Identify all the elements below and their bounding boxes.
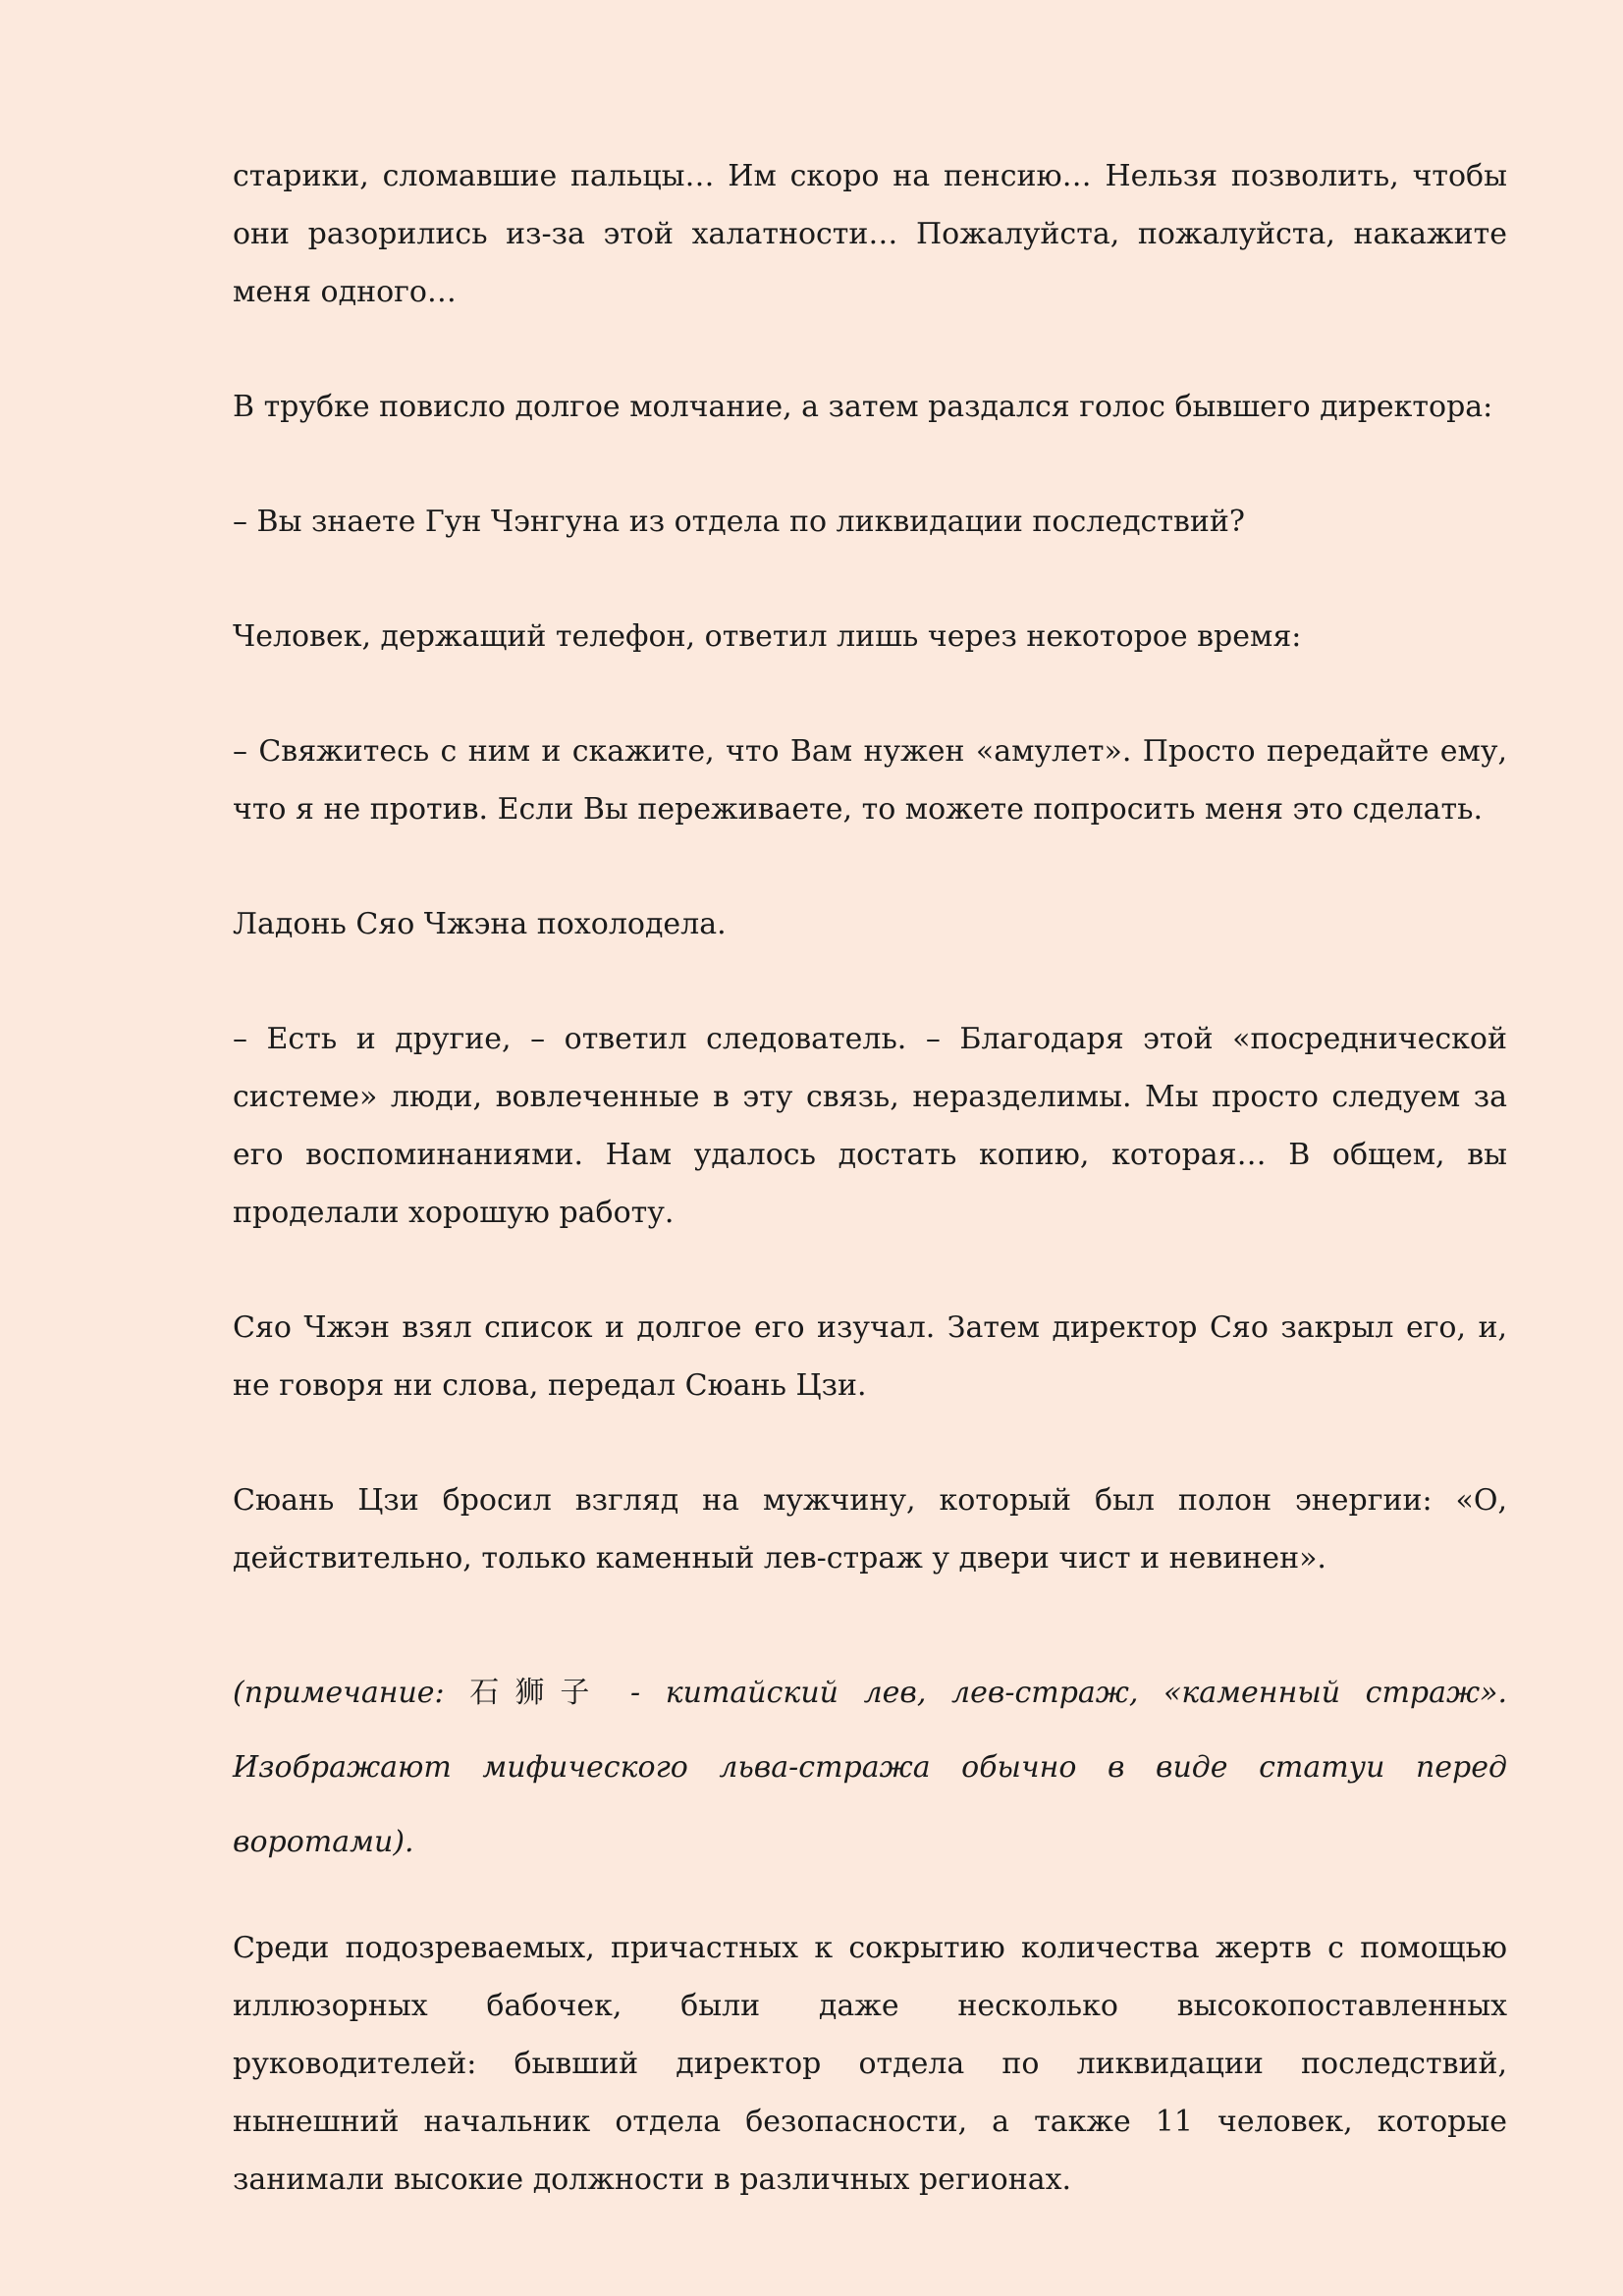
paragraph-8: Сяо Чжэн взял список и долгое его изучал. Затем директор Сяо закрыл его, и, не говоря ни слова, передал Сюань Цзи. <box>233 1310 1507 1403</box>
paragraph-1: старики, сломавшие пальцы… Им скоро на пенсию… Нельзя позволить, чтобы они разорились из-за этой халатности… Пожалуйста, пожалуйста, накажите меня одного… <box>233 159 1507 309</box>
paragraph-final: Среди подозреваемых, причастных к сокрытию количества жертв с помощью иллюзорных бабочек, были даже несколько высокопоставленных руководителей: бывший директор отдела по ликвидации последствий, нынешний начальник отдела безопасности, а также 11 человек, которые занимали высокие должности в различных регионах. <box>233 1931 1507 2197</box>
paragraph-4: Человек, держащий телефон, ответил лишь через некоторое время: <box>233 619 1302 654</box>
paragraph-9: Сюань Цзи бросил взгляд на мужчину, который был полон энергии: «О, действительно, только каменный лев-страж у двери чист и невинен». <box>233 1483 1507 1575</box>
translator-note <box>233 1656 1507 1880</box>
paragraph-2: В трубке повисло долгое молчание, а затем раздался голос бывшего директора: <box>233 390 1493 424</box>
note-hanzi: 石狮子 <box>469 1676 606 1710</box>
note-prefix: (примечание: <box>233 1676 470 1710</box>
paragraph-6: Ладонь Сяо Чжэна похолодела. <box>233 907 727 941</box>
note-text: - китайский лев, лев-страж, «каменный страж». Изображают мифического льва-стража обычно в виде статуи перед воротами). <box>233 1676 1507 1859</box>
paragraph-5: – Свяжитесь с ним и скажите, что Вам нужен «амулет». Просто передайте ему, что я не против. Если Вы переживаете, то можете попросить меня это сделать. <box>233 734 1507 827</box>
paragraph-7: – Есть и другие, – ответил следователь. – Благодаря этой «посреднической системе» люди, вовлеченные в эту связь, неразделимы. Мы просто следуем за его воспоминаниями. Нам удалось достать копию, которая… В общем, вы проделали хорошую работу. <box>233 1022 1507 1230</box>
paragraph-3: – Вы знаете Гун Чэнгуна из отдела по ликвидации последствий? <box>233 505 1245 539</box>
